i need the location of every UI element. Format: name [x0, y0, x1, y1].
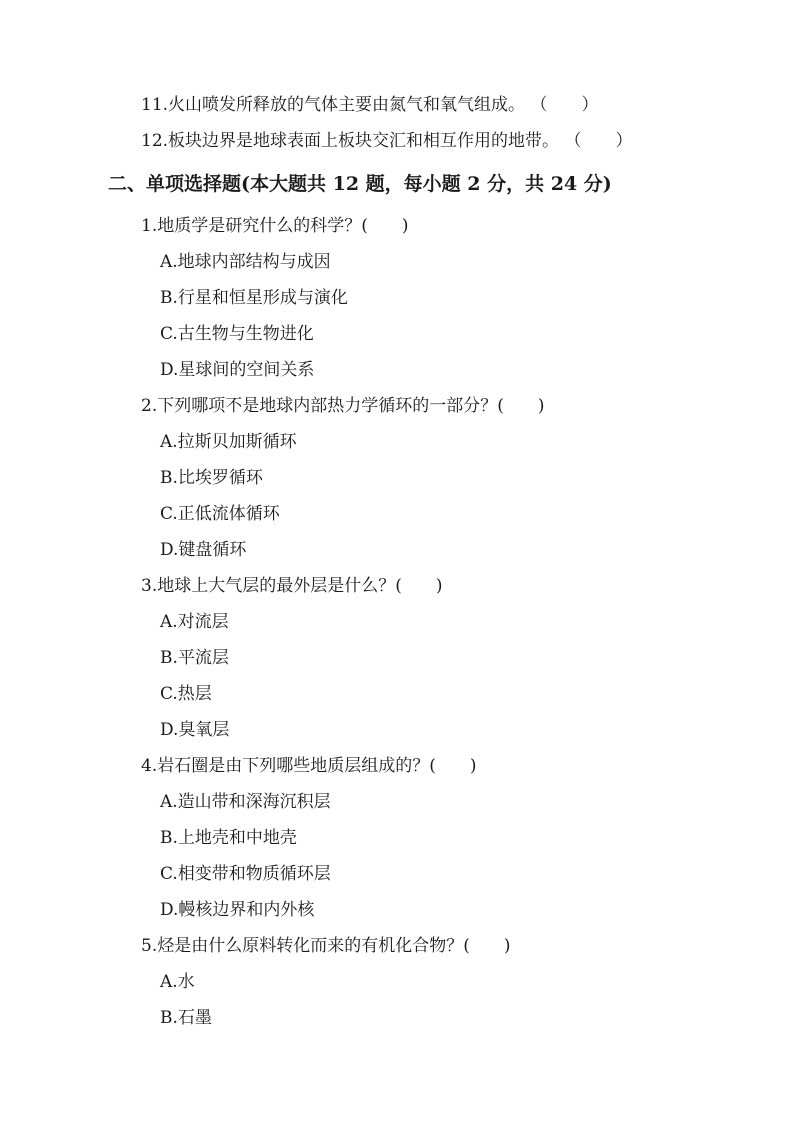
- option-a: A.对流层: [160, 612, 229, 632]
- option-b: B.上地壳和中地壳: [160, 828, 297, 848]
- option-a: A.拉斯贝加斯循环: [160, 432, 297, 452]
- option-d: D.键盘循环: [160, 540, 247, 560]
- option-b: B.行星和恒星形成与演化: [160, 288, 348, 308]
- option-a: A.地球内部结构与成因: [160, 252, 331, 272]
- option-d: D.幔核边界和内外核: [160, 900, 315, 920]
- option-c: C.热层: [160, 684, 212, 704]
- option-a: A.造山带和深海沉积层: [160, 792, 331, 812]
- question-stem: 4.岩石圈是由下列哪些地质层组成的？( ): [141, 756, 477, 776]
- option-c: C.古生物与生物进化: [160, 324, 314, 344]
- true-false-item-11: 11.火山喷发所释放的气体主要由氮气和氧气组成。 （ ）: [141, 95, 599, 115]
- option-a: A.水: [160, 972, 195, 992]
- true-false-item-12: 12.板块边界是地球表面上板块交汇和相互作用的地带。 （ ）: [141, 131, 633, 151]
- option-b: B.石墨: [160, 1008, 212, 1028]
- section-title: 二、单项选择题(本大题共 12 题，每小题 2 分，共 24 分): [108, 173, 612, 195]
- question-stem: 3.地球上大气层的最外层是什么？( ): [141, 576, 443, 596]
- option-b: B.比埃罗循环: [160, 468, 263, 488]
- question-stem: 2.下列哪项不是地球内部热力学循环的一部分？( ): [141, 396, 545, 416]
- option-b: B.平流层: [160, 648, 229, 668]
- question-stem: 1.地质学是研究什么的科学？( ): [141, 216, 409, 236]
- option-d: D.臭氧层: [160, 720, 230, 740]
- option-c: C.相变带和物质循环层: [160, 864, 331, 884]
- option-d: D.星球间的空间关系: [160, 360, 315, 380]
- option-c: C.正低流体循环: [160, 504, 280, 524]
- question-stem: 5.烃是由什么原料转化而来的有机化合物？( ): [141, 936, 511, 956]
